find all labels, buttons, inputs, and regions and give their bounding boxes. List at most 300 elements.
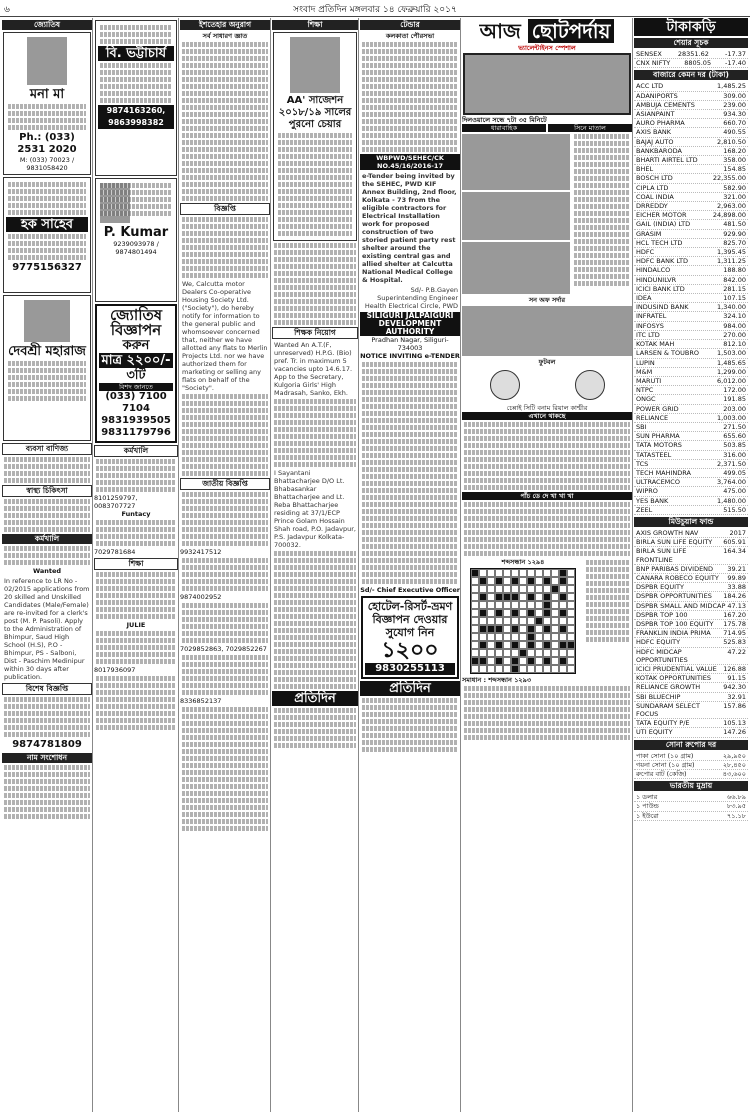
crossword-solution-title: সমাধান : শব্দসন্ধান ১২৯৩ bbox=[462, 676, 532, 684]
crossword-cell bbox=[527, 593, 535, 601]
section-name-change: নাম সংশোধন bbox=[2, 753, 92, 763]
stock-row bbox=[634, 156, 748, 165]
crossword-cell bbox=[551, 657, 559, 665]
kolkata-municipal: কলকাতা পৌরসভা bbox=[385, 32, 435, 40]
crossword-cell bbox=[551, 585, 559, 593]
crossword-cell bbox=[551, 609, 559, 617]
bhattacharya-ad bbox=[95, 20, 177, 176]
crossword-cell bbox=[559, 665, 567, 673]
stock-row-cell: 309.00 bbox=[723, 91, 746, 100]
star-heading: পাঁচ ডে দে খা খা খা bbox=[462, 492, 632, 500]
section-mutual-funds: মিউচুয়াল ফান্ড bbox=[634, 517, 748, 527]
crossword-cell bbox=[471, 593, 479, 601]
stock-row-cell: INFOSYS bbox=[636, 321, 664, 330]
stock-row-cell: GAIL (INDIA) LTD bbox=[636, 220, 691, 229]
sjda-title: SILIGURI JALPAIGURI DEVELOPMENT AUTHORITY bbox=[360, 312, 460, 336]
stock-row bbox=[634, 119, 748, 128]
stock-row bbox=[634, 128, 748, 137]
stock-row-cell: 1,311.25 bbox=[717, 257, 746, 266]
crossword-cell bbox=[519, 625, 527, 633]
mf-row-cell: 39.21 bbox=[727, 564, 746, 573]
mf-row-cell: 164.34 bbox=[723, 547, 746, 556]
section-health: স্বাস্থ্য চিকিৎসা bbox=[2, 485, 92, 497]
mf-row-cell: HDFC MIDCAP OPPORTUNITIES bbox=[636, 647, 688, 664]
crossword-cell bbox=[559, 569, 567, 577]
crossword-cell bbox=[567, 585, 575, 593]
promo-line-3: করুন bbox=[122, 338, 150, 353]
serial-photo-3 bbox=[462, 242, 570, 294]
crossword-cell bbox=[511, 569, 519, 577]
stock-row bbox=[634, 322, 748, 331]
stock-row bbox=[634, 478, 748, 487]
crossword-cell bbox=[559, 593, 567, 601]
crossword-cell bbox=[487, 665, 495, 673]
mf-row-cell: SUNDARAM SELECT FOCUS bbox=[636, 701, 700, 719]
column-markets bbox=[634, 18, 748, 1112]
mf-row-cell: TATA EQUITY P/E bbox=[636, 719, 690, 728]
mf-row-cell: HDFC EQUITY bbox=[636, 638, 681, 647]
mf-row-cell: DSPBR SMALL AND MIDCAP bbox=[636, 601, 726, 610]
mf-row-cell: 942.30 bbox=[723, 683, 746, 692]
crossword-cell bbox=[479, 585, 487, 593]
stock-row bbox=[634, 202, 748, 211]
stock-row-cell: 358.00 bbox=[723, 156, 746, 165]
crossword-cell bbox=[543, 641, 551, 649]
fx-row-cell: ১ পাউন্ড bbox=[636, 802, 659, 811]
stock-row bbox=[634, 230, 748, 239]
crossword-cell bbox=[567, 625, 575, 633]
crossword-cell bbox=[567, 657, 575, 665]
hotel-price: ১২০০ bbox=[381, 638, 439, 663]
stock-row bbox=[634, 211, 748, 220]
mf-row-cell: DSPBR OPPORTUNITIES bbox=[636, 592, 712, 601]
phone-g: 7029852863, 7029852267 bbox=[180, 645, 267, 653]
phone-a: 9874781809 bbox=[12, 739, 82, 750]
astrologer-mobile: M: (033) 70023 / 9831058420 bbox=[19, 156, 75, 172]
stock-row-cell: 2,371.50 bbox=[717, 459, 746, 468]
stock-row-cell: DRREDDY bbox=[636, 202, 668, 211]
stock-row bbox=[634, 110, 748, 119]
stock-row-cell: 188.80 bbox=[723, 266, 746, 275]
stock-row-cell: TATASTEEL bbox=[636, 450, 672, 459]
stock-row-cell: RELIANCE bbox=[636, 413, 669, 422]
mf-row-cell: BNP PARIBAS DIVIDEND bbox=[636, 564, 714, 573]
section-business: ব্যবসা বাণিজ্য bbox=[2, 443, 92, 455]
promo-details: বিশদ জানতে bbox=[99, 383, 173, 391]
funtacy-title: Funtacy bbox=[121, 510, 151, 518]
stock-row-cell: INDUSIND BANK bbox=[636, 303, 689, 312]
crossword-cell bbox=[551, 665, 559, 673]
stock-row bbox=[634, 368, 748, 377]
mf-row-cell: 147.26 bbox=[723, 728, 746, 737]
haq-saheb-phone: 9775156327 bbox=[12, 262, 82, 273]
crossword-cell bbox=[535, 585, 543, 593]
index-row-cell: 28351.62 bbox=[677, 50, 709, 58]
stock-row-cell: 515.50 bbox=[723, 505, 746, 514]
stock-row bbox=[634, 487, 748, 496]
fx-row bbox=[634, 812, 748, 821]
mf-row-cell: 47.13 bbox=[727, 601, 746, 610]
crossword-cell bbox=[567, 609, 575, 617]
crossword-cell bbox=[519, 601, 527, 609]
section-education-2: শিক্ষা bbox=[272, 20, 358, 30]
stock-row bbox=[634, 395, 748, 404]
mf-row bbox=[634, 620, 748, 629]
crossword-cell bbox=[527, 665, 535, 673]
crossword-cell bbox=[543, 593, 551, 601]
stock-row-cell: SBI bbox=[636, 422, 647, 431]
fx-list bbox=[634, 793, 748, 821]
page-number: ৬ bbox=[4, 5, 10, 15]
stock-row bbox=[634, 220, 748, 229]
serial-photo-2 bbox=[462, 192, 570, 240]
crossword-cell bbox=[511, 617, 519, 625]
column-entertainment bbox=[462, 18, 633, 1112]
stock-row-cell: GRASIM bbox=[636, 229, 662, 238]
crossword-cell bbox=[479, 625, 487, 633]
stock-row-cell: 660.70 bbox=[723, 119, 746, 128]
stock-row-cell: TCS bbox=[636, 459, 649, 468]
wanted-body: In reference to LR No - 02/2015 applications from 20 skilled and Unskilled Candidates (Male/Female) are re-invited for a clerk's post (M. P. Pasoli). Apply to the Administration of Bhimpur, Saud High School (H.S), P.O - Bhimpur, PS - Salboni, Dist - Paschim Medinipur within 30 days after publication. bbox=[4, 577, 90, 681]
crossword-cell bbox=[527, 569, 535, 577]
crossword-cell bbox=[559, 609, 567, 617]
crossword-cell bbox=[503, 633, 511, 641]
crossword-cell bbox=[495, 665, 503, 673]
crossword-cell bbox=[495, 569, 503, 577]
section-astrology: জ্যোতিষ bbox=[2, 20, 92, 30]
film1-title: দিলওয়ালে bbox=[462, 116, 491, 124]
index-row-cell: -17.37 bbox=[725, 50, 746, 58]
stock-row bbox=[634, 174, 748, 183]
crossword-cell bbox=[511, 609, 519, 617]
stock-row bbox=[634, 285, 748, 294]
stock-row-cell: 6,012.00 bbox=[717, 376, 746, 385]
crossword-cell bbox=[471, 641, 479, 649]
section-gold: সোনা রুপোর দর bbox=[634, 740, 748, 750]
stock-row-cell: BANKBARODA bbox=[636, 146, 682, 155]
stock-row bbox=[634, 405, 748, 414]
stock-row-cell: 316.00 bbox=[723, 450, 746, 459]
crossword-cell bbox=[551, 569, 559, 577]
crossword-cell bbox=[487, 569, 495, 577]
stock-row-cell: 2,963.00 bbox=[717, 202, 746, 211]
stock-row-cell: NTPC bbox=[636, 386, 654, 395]
crossword-cell bbox=[567, 617, 575, 625]
crossword-cell bbox=[503, 665, 511, 673]
mf-row-cell: 33.88 bbox=[727, 583, 746, 592]
stock-row bbox=[634, 266, 748, 275]
promo-days: ৩টি bbox=[126, 368, 146, 383]
stock-row-cell: ADANIPORTS bbox=[636, 91, 678, 100]
stock-row-cell: ZEEL bbox=[636, 505, 653, 514]
crossword-cell bbox=[535, 633, 543, 641]
stock-row-cell: 481.50 bbox=[723, 220, 746, 229]
crossword-cell bbox=[503, 593, 511, 601]
mf-row-cell: CANARA ROBECO EQUITY bbox=[636, 573, 719, 582]
stock-row-cell: TECH MAHINDRA bbox=[636, 468, 691, 477]
crossword-cell bbox=[559, 641, 567, 649]
crossword-cell bbox=[503, 641, 511, 649]
astrologer-phone: Ph.: (033) 2531 2020 bbox=[17, 132, 77, 155]
index-row-cell: CNX NIFTY bbox=[636, 59, 671, 68]
index-list bbox=[634, 50, 748, 68]
crossword-cell bbox=[479, 617, 487, 625]
mf-row-cell: FRANKLIN INDIA PRIMA bbox=[636, 629, 711, 638]
stock-row bbox=[634, 193, 748, 202]
stock-row-cell: INFRATEL bbox=[636, 312, 667, 321]
crossword-cell bbox=[527, 609, 535, 617]
stock-row-cell: 984.00 bbox=[723, 321, 746, 330]
section-national: জাতীয় বিজ্ঞপ্তি bbox=[180, 478, 270, 490]
gold-row bbox=[634, 752, 748, 761]
crossword-cell bbox=[471, 609, 479, 617]
crossword-cell bbox=[495, 593, 503, 601]
crossword-cell bbox=[535, 569, 543, 577]
mf-list bbox=[634, 529, 748, 738]
stock-row-cell: 107.15 bbox=[723, 294, 746, 303]
crossword-cell bbox=[503, 577, 511, 585]
film2-photo bbox=[462, 306, 632, 356]
crossword-cell bbox=[487, 657, 495, 665]
stock-row-cell: 324.10 bbox=[723, 312, 746, 321]
stock-row bbox=[634, 469, 748, 478]
crossword-cell bbox=[471, 601, 479, 609]
fx-row-cell: ৬৬.৮৯ bbox=[727, 793, 746, 802]
tv-banner bbox=[462, 18, 632, 44]
gold-list bbox=[634, 752, 748, 780]
haq-saheb-ad bbox=[3, 177, 91, 293]
stock-row-cell: HINDALCO bbox=[636, 266, 671, 275]
crossword-cell bbox=[487, 641, 495, 649]
crossword-cell bbox=[503, 585, 511, 593]
index-row-cell: -17.40 bbox=[725, 59, 746, 68]
crossword-cell bbox=[487, 633, 495, 641]
mf-row bbox=[634, 583, 748, 592]
stock-row-cell: 239.00 bbox=[723, 100, 746, 109]
stock-row-cell: 929.90 bbox=[723, 229, 746, 238]
mf-row bbox=[634, 728, 748, 737]
notice-sub: সর্ব সাধারণ জ্ঞাত bbox=[202, 32, 248, 40]
crossword-cell bbox=[535, 617, 543, 625]
stock-row-cell: 271.50 bbox=[723, 422, 746, 431]
stock-row-cell: 1,340.00 bbox=[717, 303, 746, 312]
stock-row-cell: AXIS BANK bbox=[636, 128, 672, 137]
mf-row-cell: RELIANCE GROWTH bbox=[636, 683, 701, 692]
debashree-photo bbox=[24, 300, 70, 342]
crossword-cell bbox=[479, 657, 487, 665]
crossword-cell bbox=[543, 665, 551, 673]
crossword-cell bbox=[567, 633, 575, 641]
aa-photo bbox=[290, 37, 340, 93]
stock-row-cell: 842.00 bbox=[723, 275, 746, 284]
pkumar-name: P. Kumar bbox=[103, 225, 169, 240]
promo-line-1: জ্যোতিষ bbox=[109, 306, 163, 324]
stock-list bbox=[634, 82, 748, 515]
section-education: শিক্ষা bbox=[94, 558, 178, 570]
stock-row bbox=[634, 432, 748, 441]
section-tender: টেন্ডার bbox=[360, 20, 460, 30]
crossword-cell bbox=[479, 649, 487, 657]
crossword-cell bbox=[511, 625, 519, 633]
gold-row bbox=[634, 770, 748, 779]
stock-row bbox=[634, 340, 748, 349]
stock-row-cell: 154.85 bbox=[723, 165, 746, 174]
crossword-cell bbox=[471, 585, 479, 593]
mf-row-cell: DSPBR EQUITY bbox=[636, 583, 684, 592]
mf-row bbox=[634, 565, 748, 574]
crossword-cell bbox=[503, 617, 511, 625]
crossword-cell bbox=[519, 593, 527, 601]
mf-row bbox=[634, 547, 748, 564]
crossword-cell bbox=[471, 649, 479, 657]
crossword-cell bbox=[535, 657, 543, 665]
crossword-cell bbox=[487, 593, 495, 601]
crossword-cell bbox=[567, 593, 575, 601]
crossword-cell bbox=[551, 577, 559, 585]
crossword-cell bbox=[543, 609, 551, 617]
crossword-cell bbox=[495, 641, 503, 649]
stock-row-cell: 3,764.00 bbox=[717, 478, 746, 487]
mf-row-cell: KOTAK OPPORTUNITIES bbox=[636, 674, 712, 683]
index-row bbox=[634, 50, 748, 59]
sjda-heading: NOTICE INVITING e-TENDER bbox=[360, 352, 460, 360]
markets-title: টাকাকড়ি bbox=[634, 18, 748, 36]
column-classifieds-1 bbox=[2, 18, 93, 1112]
gold-row-cell: রুপোর বাট (কেজি) bbox=[636, 770, 687, 779]
crossword-cell bbox=[551, 641, 559, 649]
crossword-cell bbox=[543, 633, 551, 641]
crossword-cell bbox=[527, 657, 535, 665]
stock-row-cell: ONGC bbox=[636, 395, 656, 404]
stock-row-cell: 168.20 bbox=[723, 146, 746, 155]
gold-row-cell: ২৯,৯৫০ bbox=[722, 751, 746, 760]
crossword-cell bbox=[519, 657, 527, 665]
mf-row-cell: 157.86 bbox=[723, 701, 746, 710]
crossword-cell bbox=[503, 601, 511, 609]
mf-row-cell: 525.83 bbox=[723, 638, 746, 647]
column-classifieds-2 bbox=[94, 18, 179, 1112]
crossword-cell bbox=[551, 593, 559, 601]
crossword-cell bbox=[479, 609, 487, 617]
stock-row-cell: EICHER MOTOR bbox=[636, 211, 687, 220]
mf-row-cell: 714.95 bbox=[723, 629, 746, 638]
crossword-cell bbox=[503, 569, 511, 577]
team-logo-1 bbox=[490, 370, 520, 400]
page-header bbox=[0, 0, 750, 17]
section-teacher-recruit: শিক্ষক নিয়োগ bbox=[272, 327, 358, 339]
crossword-cell bbox=[495, 617, 503, 625]
stock-row bbox=[634, 294, 748, 303]
stock-row-cell: KOTAK MAH bbox=[636, 340, 675, 349]
crossword-cell bbox=[527, 641, 535, 649]
mf-row-cell: 47.22 bbox=[727, 647, 746, 656]
gold-row-cell: ৪৩,৬০০ bbox=[722, 770, 746, 779]
crossword-cell bbox=[503, 625, 511, 633]
category-serial: ধারাবাহিক bbox=[462, 124, 546, 132]
crossword-cell bbox=[487, 609, 495, 617]
section-announcement: বিজ্ঞপ্তি bbox=[180, 203, 270, 215]
crossword-cell bbox=[519, 609, 527, 617]
stock-row-cell: 1,299.00 bbox=[717, 367, 746, 376]
stock-row-cell: 2,810.50 bbox=[717, 137, 746, 146]
mf-row-cell: 105.13 bbox=[723, 719, 746, 728]
stock-row bbox=[634, 451, 748, 460]
crossword-cell bbox=[519, 665, 527, 673]
stock-row-cell: 1,485.65 bbox=[717, 358, 746, 367]
stock-row bbox=[634, 497, 748, 506]
crossword-cell bbox=[535, 641, 543, 649]
stock-row-cell: 1,003.00 bbox=[717, 413, 746, 422]
mf-row-cell: 126.88 bbox=[723, 665, 746, 673]
stock-row-cell: 655.60 bbox=[723, 432, 746, 441]
crossword-cell bbox=[527, 617, 535, 625]
stock-row bbox=[634, 184, 748, 193]
stock-row-cell: 1,503.00 bbox=[717, 349, 746, 358]
aa-title: AA' সাজেশন ২০১৮/১৯ সালের পুরনো চেয়ার bbox=[278, 95, 352, 130]
stock-row bbox=[634, 386, 748, 395]
mf-row-cell: BIRLA SUN LIFE EQUITY bbox=[636, 538, 713, 547]
film2-title: সন অফ সর্দার bbox=[528, 296, 566, 304]
crossword-cell bbox=[551, 617, 559, 625]
pratidin-logo-2: প্রতিদিন bbox=[360, 681, 460, 696]
promo-phone-3: 9831179796 bbox=[101, 427, 171, 438]
crossword-cell bbox=[567, 641, 575, 649]
stock-row bbox=[634, 82, 748, 91]
wbpwd-box: WBPWD/SEHEC/CK NO.45/16/2016-17 bbox=[360, 154, 460, 170]
phone-b: 8101259797, 0083707727 bbox=[94, 494, 138, 510]
wbpwd-body: e-Tender being invited by the SEHEC, PWD KIF Annex Building, 2nd floor, Kolkata - 73 from the eligible contractors for Electrical Installation work for proposed construction of two storied patient party rest shelter around the existing central gas and allied shelter at Calcutta National Medical College & Hospital. bbox=[362, 172, 457, 284]
fx-row bbox=[634, 802, 748, 811]
stock-row bbox=[634, 377, 748, 386]
society-notice: We, Calcutta motor Dealers Co-operative Housing Society Ltd. ("Society"), do hereby notify for information to the general public and whomsoever concerned that, neither we have allotted any flats to Merlin Projects Ltd. nor we have authorized them for marketing or selling any flats on behalf of the "Society". bbox=[182, 280, 268, 392]
stock-row-cell: WIPRO bbox=[636, 487, 658, 496]
stock-row-cell: 191.85 bbox=[723, 395, 746, 404]
pkumar-photo bbox=[100, 183, 130, 223]
crossword-cell bbox=[511, 601, 519, 609]
section-stocks: বাজারে কেমন দর (টাকা) bbox=[634, 70, 748, 80]
crossword-cell bbox=[551, 625, 559, 633]
gold-row-cell: গয়না সোনা (১০ গ্রাম) bbox=[636, 760, 695, 769]
football-heading: ফুটবল bbox=[538, 358, 556, 366]
dilwale-still bbox=[463, 53, 631, 115]
crossword-cell bbox=[535, 665, 543, 673]
mf-row bbox=[634, 719, 748, 728]
mf-row-cell: 167.20 bbox=[723, 610, 746, 619]
hotel-phone: 9830255113 bbox=[365, 663, 455, 675]
fx-row-cell: ৮৩.৯৫ bbox=[727, 802, 746, 811]
astrologer-ad bbox=[3, 32, 91, 175]
stock-row-cell: 934.30 bbox=[723, 110, 746, 119]
promo-price: মাত্র ২২০০/- bbox=[99, 353, 173, 368]
stock-row-cell: 475.00 bbox=[723, 487, 746, 496]
promo-phone-2: 9831939505 bbox=[101, 415, 171, 426]
crossword-cell bbox=[543, 617, 551, 625]
stock-row-cell: SUN PHARMA bbox=[636, 432, 680, 441]
crossword-cell bbox=[551, 649, 559, 657]
crossword-cell bbox=[479, 665, 487, 673]
crossword-cell bbox=[543, 585, 551, 593]
crossword-cell bbox=[471, 617, 479, 625]
stock-row-cell: ULTRACEMCO bbox=[636, 478, 680, 487]
stock-row bbox=[634, 312, 748, 321]
team-logo-2 bbox=[575, 370, 605, 400]
crossword-cell bbox=[511, 649, 519, 657]
phone-e: 9932417512 bbox=[180, 548, 222, 556]
film1-time: সন্ধে ৭টা ৩৫ মিনিটে bbox=[492, 116, 547, 124]
crossword-cell bbox=[543, 601, 551, 609]
crossword-cell bbox=[479, 641, 487, 649]
index-row-cell: SENSEX bbox=[636, 50, 662, 58]
